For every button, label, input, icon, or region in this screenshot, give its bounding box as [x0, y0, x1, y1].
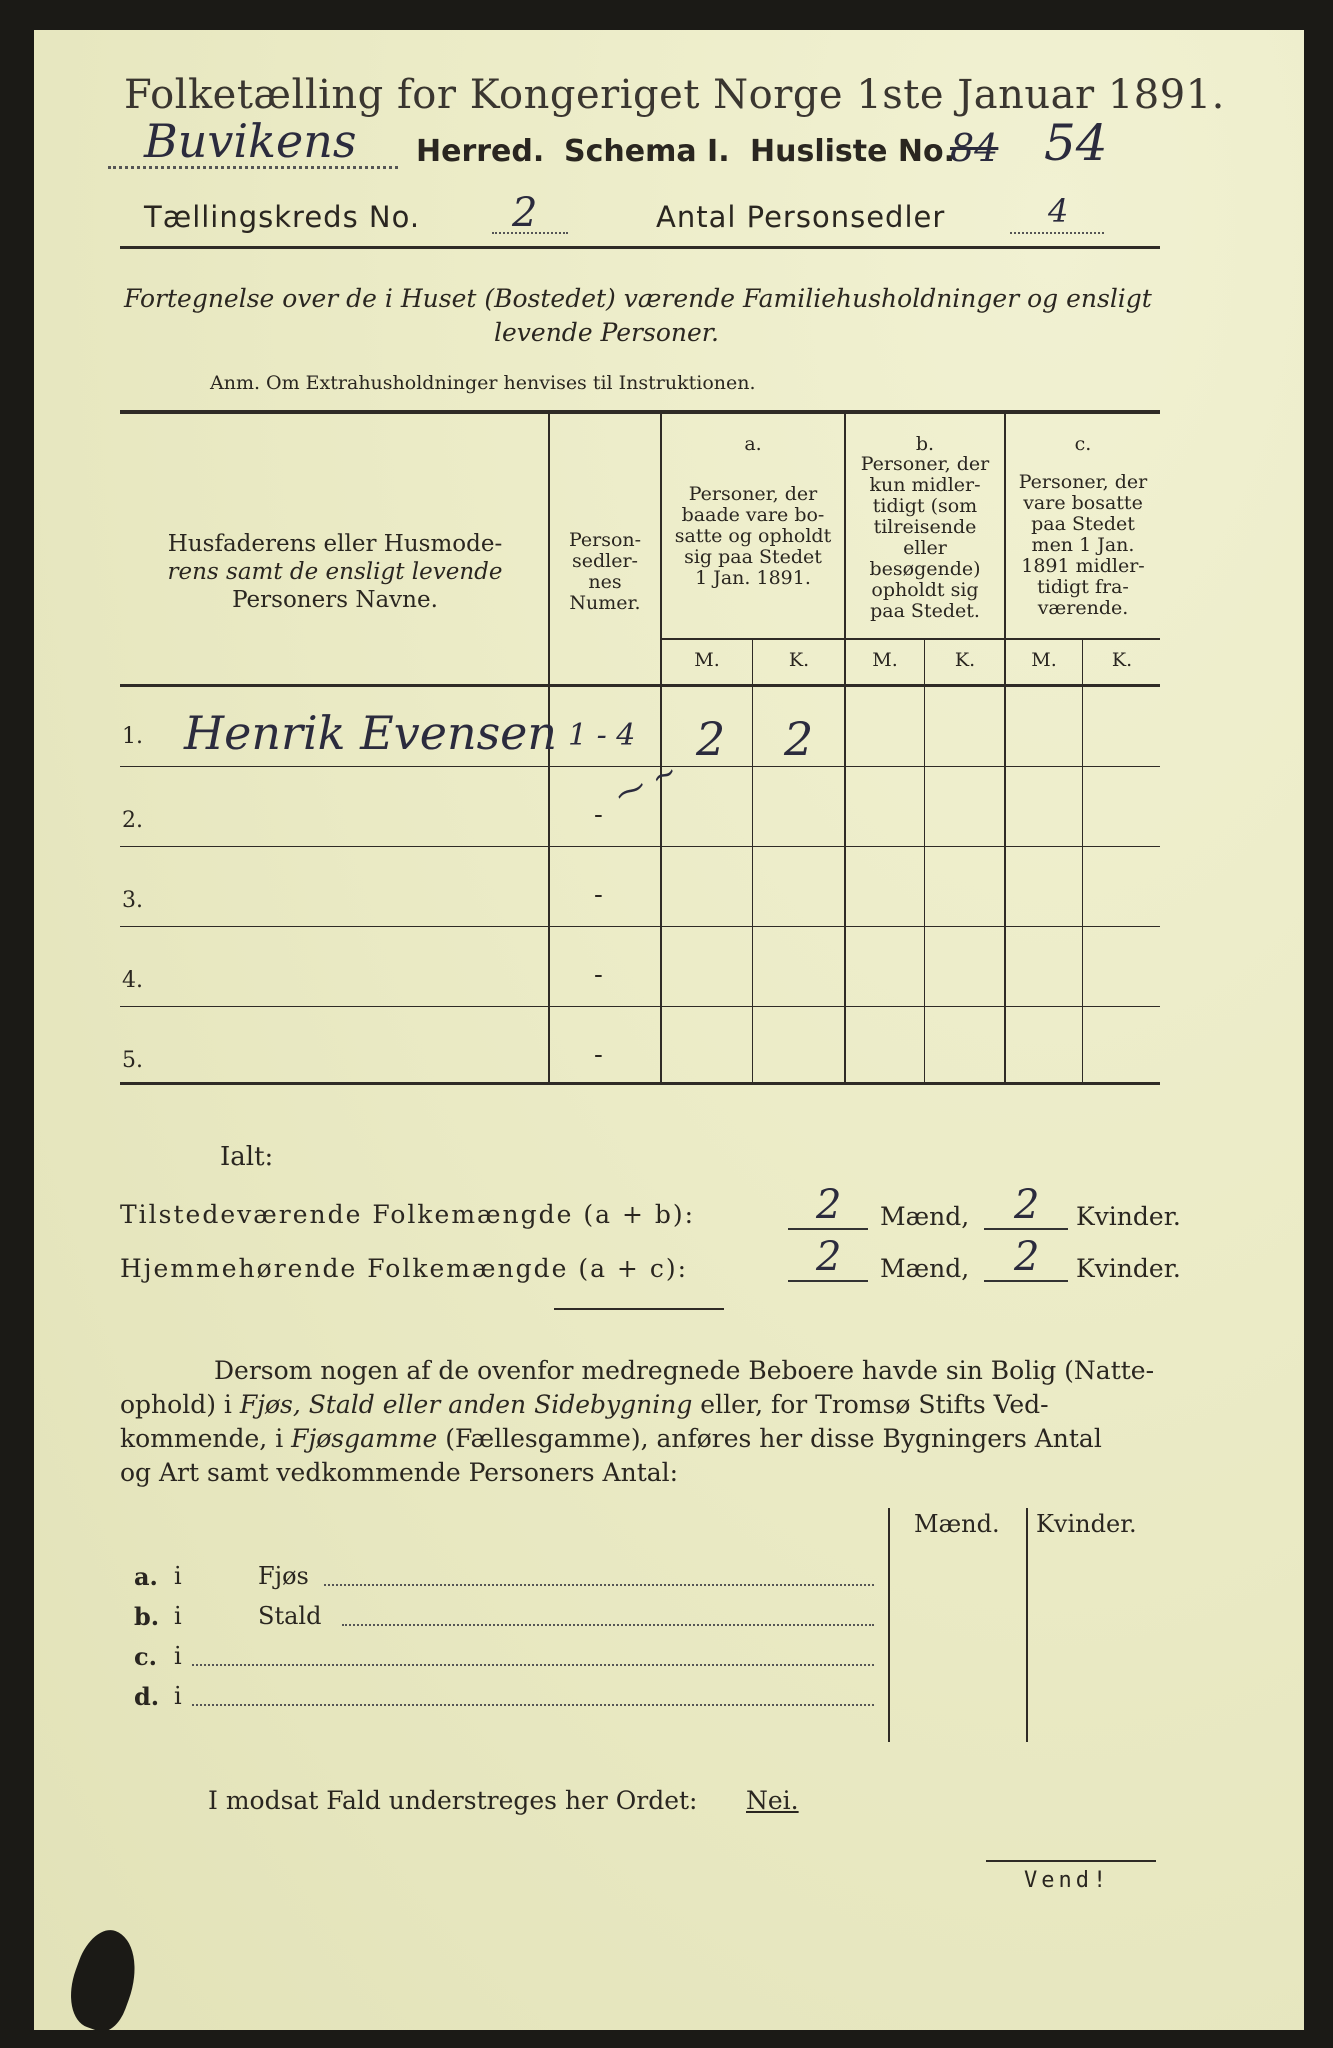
col-b-m-label: M.: [872, 649, 898, 671]
item-c-dots: [192, 1654, 874, 1666]
buildings-para-line-3c: (Fællesgamme), anføres her disse Bygningers Antal: [437, 1424, 1102, 1453]
tilstede-label: Tilstedeværende Folkemængde (a + b):: [120, 1200, 696, 1229]
col-c-header-line-6: tidigt fra-: [1037, 576, 1129, 598]
col-a-k-label: K.: [788, 649, 810, 671]
row-1-scribble: ⁓ ∼: [609, 753, 684, 814]
row-line-2: [120, 846, 1160, 847]
buildings-para-line-3b: Fjøsgamme: [291, 1424, 438, 1453]
tilstede-kvinder: Kvinder.: [1076, 1202, 1181, 1231]
row-1-number: 1.: [122, 724, 143, 749]
antal-label: Antal Personsedler: [656, 200, 946, 234]
col-b-header-line-8: paa Stedet.: [870, 600, 980, 622]
tilstede-k-field: [984, 1182, 1068, 1230]
tilstede-maend: Mænd,: [880, 1202, 970, 1231]
buildings-para-line-2a: ophold) i: [120, 1390, 240, 1419]
kreds-number: 2: [512, 190, 538, 236]
buildings-para-line-1: Dersom nogen af de ovenfor medregnede Beboere havde sin Bolig (Natte-: [214, 1356, 1155, 1385]
buildings-para-line-3a: kommende, i: [120, 1424, 292, 1453]
buildings-para-line-2: [120, 1390, 1049, 1419]
ink-blot: [59, 1923, 150, 2037]
buildings-para-line-3: [120, 1424, 1102, 1453]
header-rule: [120, 246, 1160, 249]
item-c-i: i: [174, 1642, 182, 1670]
col-a-header: [662, 484, 844, 589]
col-num-header-line-2: sedler-: [572, 550, 638, 572]
buildings-para-line-4: og Art samt vedkommende Personers Antal:: [120, 1458, 679, 1487]
buildings-vline-2: [1026, 1508, 1028, 1742]
herred-field: [108, 114, 398, 169]
item-a-letter: a.: [134, 1562, 158, 1591]
item-c-letter: c.: [134, 1642, 157, 1671]
tilstede-m-field: [788, 1182, 868, 1230]
col-a-letter: a.: [744, 433, 762, 455]
census-form-page: [34, 30, 1304, 2030]
husliste-number: 54: [1044, 114, 1108, 172]
row-5-number: 5.: [122, 1048, 143, 1073]
vline-b-mk: [924, 640, 925, 1082]
col-c-header: [1006, 472, 1160, 619]
col-num-header-line-3: nes: [588, 571, 622, 593]
col-names-header-line-3: Personers Navne.: [232, 587, 438, 613]
col-num-header-line-4: Numer.: [569, 592, 641, 614]
husliste-label: Husliste No.: [750, 134, 955, 169]
row-1-a-m: 2: [696, 712, 726, 766]
hjemme-maend: Mænd,: [880, 1254, 970, 1283]
col-b-header-line-4: tilreisende: [873, 516, 977, 538]
buildings-para-line-2c: eller, for Tromsø Stifts Ved-: [692, 1390, 1049, 1419]
item-d-i: i: [174, 1682, 182, 1710]
hjemme-k-field: [984, 1234, 1068, 1282]
col-names-header-line-1: Husfaderens eller Husmode-: [167, 531, 503, 557]
intro-line-1: Fortegnelse over de i Huset (Bostedet) værende Familiehusholdninger og ensligt: [124, 284, 1152, 313]
col-c-k-label: K.: [1111, 649, 1133, 671]
col-b-header-line-5: eller: [903, 537, 947, 559]
item-d-letter: d.: [134, 1682, 160, 1711]
col-b-header-line-7: opholdt sig: [871, 579, 979, 601]
col-num-header-line-1: Person-: [568, 529, 642, 551]
item-d-dots: [192, 1694, 874, 1706]
col-a-header-line-1: Personer, der: [688, 483, 818, 505]
mk-rule: [662, 638, 1160, 640]
antal-value: 4: [1048, 192, 1069, 230]
row-3-number: 3.: [122, 888, 143, 913]
row-5-sedler-num: -: [594, 1040, 603, 1070]
row-2-number: 2.: [122, 808, 143, 833]
table-bottom-rule: [120, 1082, 1160, 1085]
item-a-dots: [324, 1574, 874, 1586]
col-c-letter: c.: [1074, 433, 1092, 455]
intro-line-2: levende Personer.: [494, 318, 719, 347]
col-b-k-label: K.: [954, 649, 976, 671]
kreds-field: [492, 190, 568, 236]
col-c-header-line-1: Personer, der: [1018, 471, 1148, 493]
antal-field: [1010, 192, 1104, 234]
tilstede-m-value: 2: [816, 1182, 842, 1228]
modsat-text: I modsat Fald understreges her Ordet:: [208, 1786, 698, 1815]
row-1-sedler-num: 1 - 4: [568, 718, 636, 753]
row-4-sedler-num: -: [594, 960, 603, 990]
separator-rule: [554, 1308, 724, 1310]
col-a-header-line-3: satte og opholdt: [674, 525, 832, 547]
col-b-header-line-1: Personer, der: [860, 453, 990, 475]
row-2-sedler-num: -: [594, 800, 603, 830]
item-a-label: Fjøs: [258, 1562, 309, 1590]
col-c-header-line-5: 1891 midler-: [1021, 555, 1145, 577]
col-b-letter: b.: [915, 433, 935, 455]
item-b-letter: b.: [134, 1602, 160, 1631]
item-b-i: i: [174, 1602, 182, 1630]
hjemme-kvinder: Kvinder.: [1076, 1254, 1181, 1283]
col-c-header-line-2: vare bosatte: [1023, 492, 1143, 514]
hjemme-m-field: [788, 1234, 868, 1282]
item-a-i: i: [174, 1562, 182, 1590]
buildings-vline-1: [888, 1508, 890, 1742]
col-c-header-line-7: værende.: [1037, 597, 1129, 619]
col-b-header: [846, 454, 1004, 622]
herred-name: Buvikens: [144, 114, 357, 168]
col-names-header: [130, 530, 540, 614]
col-c-header-line-3: paa Stedet: [1031, 513, 1135, 535]
vend-rule: [986, 1860, 1156, 1862]
herred-label: Herred.: [416, 134, 545, 169]
nei-word: Nei.: [746, 1786, 799, 1815]
form-title: Folketælling for Kongeriget Norge 1ste Januar 1891.: [124, 72, 1225, 118]
row-1-name: Henrik Evensen: [184, 706, 558, 760]
vline-c-mk: [1082, 640, 1083, 1082]
tilstede-k-value: 2: [1014, 1182, 1040, 1228]
row-line-4: [120, 1006, 1160, 1007]
col-a-header-line-5: 1 Jan. 1891.: [695, 567, 811, 589]
item-b-dots: [342, 1614, 874, 1626]
col-a-header-line-2: baade vare bo-: [681, 504, 825, 526]
buildings-maend-header: Mænd.: [914, 1510, 1000, 1538]
ialt-label: Ialt:: [220, 1142, 274, 1172]
hjemme-m-value: 2: [816, 1234, 842, 1280]
col-a-m-label: M.: [694, 649, 720, 671]
row-1-a-k: 2: [784, 712, 814, 766]
col-a-header-line-4: sig paa Stedet: [684, 546, 822, 568]
buildings-kvinder-header: Kvinder.: [1036, 1510, 1137, 1538]
row-3-sedler-num: -: [594, 880, 603, 910]
row-line-3: [120, 926, 1160, 927]
hjemme-k-value: 2: [1014, 1234, 1040, 1280]
col-c-m-label: M.: [1031, 649, 1057, 671]
vline-a-mk: [752, 640, 753, 1082]
col-b-header-line-2: kun midler-: [869, 474, 981, 496]
husliste-struck-number: 84: [950, 126, 999, 170]
anm-note: Anm. Om Extrahusholdninger henvises til Instruktionen.: [210, 372, 756, 394]
col-c-header-line-4: men 1 Jan.: [1031, 534, 1135, 556]
col-b-header-line-3: tidigt (som: [872, 495, 978, 517]
schema-label: Schema I.: [564, 134, 730, 169]
col-num-header: [550, 530, 660, 614]
item-b-label: Stald: [258, 1602, 322, 1630]
kreds-label: Tællingskreds No.: [144, 200, 421, 234]
col-b-header-line-6: besøgende): [869, 558, 981, 580]
buildings-para-line-2b: Fjøs, Stald eller anden Sidebygning: [239, 1390, 693, 1419]
hjemme-label: Hjemmehørende Folkemængde (a + c):: [120, 1254, 688, 1283]
col-names-header-line-2: rens samt de ensligt levende: [167, 559, 503, 585]
vend-text: Vend!: [1024, 1868, 1111, 1893]
row-4-number: 4.: [122, 968, 143, 993]
